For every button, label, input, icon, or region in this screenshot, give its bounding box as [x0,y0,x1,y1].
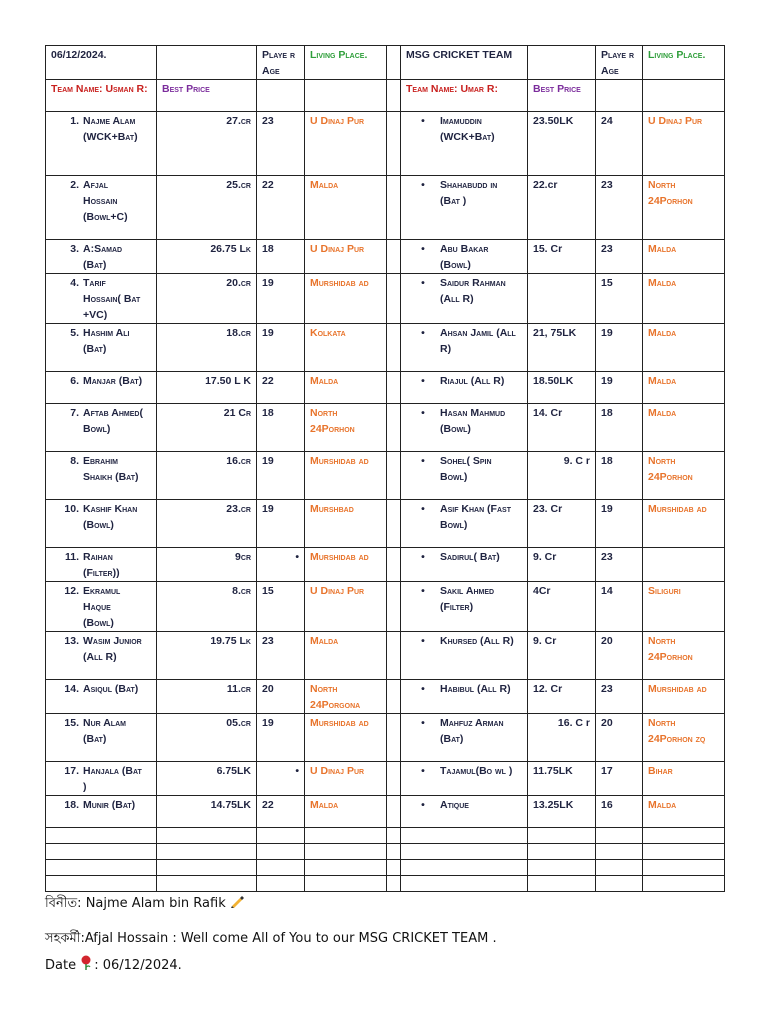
player-a-price: 8.cr [157,582,257,632]
empty-cell [157,844,257,860]
player-a-age: 19 [257,714,305,762]
empty-cell [387,828,401,844]
player-a-place: Malda [305,632,387,680]
bullet-icon: • [421,277,425,289]
spacer-cell [387,500,401,548]
player-a-name: Asiqul (Bat) [83,683,139,695]
empty-cell [157,828,257,844]
player-b-age: 19 [596,500,643,548]
player-a-cell [46,176,157,240]
bullet-icon: • [421,765,425,777]
player-a-age: 19 [257,274,305,324]
spacer-cell [387,548,401,582]
player-b-price: 15. Cr [528,240,596,274]
player-a-age: 22 [257,796,305,828]
rose-icon [80,955,94,969]
player-b-name: Mahfuz Arman (Bat) [440,717,504,745]
empty-cell [401,876,528,892]
player-b-price: 9. C r [528,452,596,500]
table-row [46,404,725,452]
player-b-price: 21, 75LK [528,324,596,372]
empty-cell [305,80,387,112]
bullet-icon: • [421,179,425,191]
row-number: 11. [64,551,79,563]
bullet-icon: • [421,375,425,387]
player-b-name: Sadirul( Bat) [440,551,500,563]
bullet-icon: • [421,455,425,467]
bullet-icon: • [421,327,425,339]
table-row [46,176,725,240]
player-b-place: North 24Porhon zq [643,714,725,762]
row-number: 17. [64,765,79,777]
player-b-age: 19 [596,324,643,372]
empty-cell [643,80,725,112]
player-b-age: 19 [596,372,643,404]
player-a-price: 20.cr [157,274,257,324]
player-b-age: 23 [596,240,643,274]
empty-cell [528,844,596,860]
player-a-age: • [257,548,305,582]
bullet-icon: • [421,717,425,729]
row-number: 5. [70,327,79,339]
table-row [46,548,725,582]
player-b-price: 18.50LK [528,372,596,404]
footer-signature [45,893,244,915]
player-b-name: Sakil Ahmed (Filter) [440,585,495,613]
player-a-cell [46,582,157,632]
row-number: 14. [64,683,79,695]
spacer-cell [387,112,401,176]
player-a-price: 05.cr [157,714,257,762]
player-b-age: 14 [596,582,643,632]
empty-cell [528,828,596,844]
empty-row [46,828,725,844]
empty-cell [596,876,643,892]
player-b-age: 18 [596,404,643,452]
empty-cell [46,828,157,844]
player-a-age: 19 [257,324,305,372]
player-b-cell [401,324,528,372]
empty-cell [401,860,528,876]
empty-cell [596,80,643,112]
player-b-name: Tajamul(Bo wl ) [440,765,513,777]
player-b-place: Malda [643,796,725,828]
table-row [46,452,725,500]
player-age-header: Playe r Age [257,46,305,80]
row-number: 12. [64,585,79,597]
player-b-cell [401,176,528,240]
spacer-cell [387,632,401,680]
table-row [46,582,725,632]
empty-cell [643,828,725,844]
signature-text: বিনীত: Najme Alam bin Rafik [45,896,226,911]
player-b-place: North 24Porhon [643,632,725,680]
living-place-header: Living Place. [305,46,387,80]
player-a-price: 17.50 L K [157,372,257,404]
player-a-place: U Dinaj Pur [305,240,387,274]
player-a-name: Tarif Hossain( Bat +VC) [83,277,141,321]
player-a-price: 16.cr [157,452,257,500]
player-b-name: Shahabudd in (Bat ) [440,179,498,207]
spacer-cell [387,80,401,112]
player-a-cell [46,274,157,324]
table-row [46,324,725,372]
player-b-age: 16 [596,796,643,828]
player-a-name: Ebrahim Shaikh (Bat) [83,455,139,483]
player-b-cell [401,714,528,762]
player-b-age: 24 [596,112,643,176]
player-a-name: Najme Alam (WCK+Bat) [83,115,138,143]
player-b-age: 20 [596,714,643,762]
player-roster-table [45,45,725,892]
player-b-name: Saidur Rahman (All R) [440,277,506,305]
player-a-place: U Dinaj Pur [305,762,387,796]
player-b-name: Sohel( Spin Bowl) [440,455,492,483]
bullet-icon: • [421,799,425,811]
best-price-header: Best Price [157,80,257,112]
player-b-name: Asif Khan (Fast Bowl) [440,503,511,531]
player-b-place [643,548,725,582]
spacer-cell [387,176,401,240]
empty-cell [643,844,725,860]
player-b-name: Riajul (All R) [440,375,505,387]
player-a-cell [46,452,157,500]
player-a-place: Malda [305,176,387,240]
player-a-cell [46,714,157,762]
player-a-place: North 24Porhon [305,404,387,452]
player-b-cell [401,582,528,632]
player-a-name: Ekramul Haque (Bowl) [83,585,121,629]
empty-cell [46,844,157,860]
header-row [46,46,725,80]
spacer-cell [387,452,401,500]
player-b-place: Malda [643,324,725,372]
player-b-age: 23 [596,176,643,240]
subheader-row [46,80,725,112]
spacer-cell [387,762,401,796]
player-a-place: Murshidab ad [305,274,387,324]
player-b-age: 20 [596,632,643,680]
empty-row [46,844,725,860]
row-number: 4. [70,277,79,289]
player-b-name: Abu Bakar (Bowl) [440,243,489,271]
player-b-cell [401,762,528,796]
empty-cell [643,876,725,892]
row-number: 15. [64,717,79,729]
player-a-place: Murshbad [305,500,387,548]
player-a-cell [46,796,157,828]
spacer-cell [387,796,401,828]
player-a-name: Nur Alam (Bat) [83,717,126,745]
spacer-cell [387,582,401,632]
player-a-price: 19.75 Lk [157,632,257,680]
bullet-icon: • [421,551,425,563]
player-a-cell [46,372,157,404]
player-a-age: 19 [257,500,305,548]
player-a-age: 22 [257,176,305,240]
row-number: 18. [64,799,79,811]
date-header: 06/12/2024. [46,46,157,80]
empty-cell [401,844,528,860]
player-b-cell [401,632,528,680]
empty-cell [401,828,528,844]
empty-cell [528,46,596,80]
row-number: 10. [64,503,79,515]
player-a-cell [46,324,157,372]
player-a-name: Aftab Ahmed( Bowl) [83,407,143,435]
player-b-price: 4Cr [528,582,596,632]
date-label: Date [45,958,77,973]
player-a-age: 20 [257,680,305,714]
player-b-age: 17 [596,762,643,796]
player-b-age: 18 [596,452,643,500]
player-b-price: 12. Cr [528,680,596,714]
player-b-cell [401,404,528,452]
player-b-cell [401,274,528,324]
player-b-place: North 24Porhon [643,176,725,240]
player-a-place: Murshidab ad [305,548,387,582]
player-a-place: Kolkata [305,324,387,372]
row-number: 3. [70,243,79,255]
empty-cell [387,844,401,860]
empty-cell [46,860,157,876]
player-b-price: 23.50LK [528,112,596,176]
empty-cell [596,828,643,844]
empty-cell [157,860,257,876]
bullet-icon: • [421,585,425,597]
spacer-cell [387,324,401,372]
player-b-place: North 24Porhon [643,452,725,500]
writing-hand-icon [230,893,244,907]
player-b-name: Ahsan Jamil (All R) [440,327,516,355]
empty-cell [305,828,387,844]
player-b-cell [401,240,528,274]
player-a-name: A:Samad (Bat) [83,243,123,271]
player-a-cell [46,500,157,548]
table-row [46,112,725,176]
empty-cell [643,860,725,876]
player-a-price: 18.cr [157,324,257,372]
empty-cell [305,860,387,876]
player-b-name: Khursed (All R) [440,635,514,647]
player-a-price: 21 Cr [157,404,257,452]
footer-welcome: সহকর্মী:Afjal Hossain : Well come All of You to our MSG CRICKET TEAM . [45,931,497,946]
table-row [46,274,725,324]
player-b-place: Malda [643,404,725,452]
player-a-age: 18 [257,240,305,274]
player-a-cell [46,632,157,680]
player-a-age: • [257,762,305,796]
empty-cell [257,844,305,860]
team-title: MSG CRICKET TEAM [401,46,528,80]
empty-cell [157,46,257,80]
player-a-price: 26.75 Lk [157,240,257,274]
empty-cell [596,844,643,860]
player-a-place: North 24Porgona [305,680,387,714]
empty-cell [257,80,305,112]
player-a-name: Raihan (Filter)) [83,551,120,579]
player-a-name: Munir (Bat) [83,799,136,811]
table-row [46,632,725,680]
empty-cell [596,860,643,876]
best-price-header-2: Best Price [528,80,596,112]
row-number: 2. [70,179,79,191]
row-number: 6. [70,375,79,387]
table-row [46,762,725,796]
player-a-name: Hashim Ali (Bat) [83,327,130,355]
player-a-age: 19 [257,452,305,500]
player-a-name: Wasim Junior (All R) [83,635,142,663]
living-place-header-2: Living Place. [643,46,725,80]
player-a-price: 25.cr [157,176,257,240]
date-value: : 06/12/2024. [94,958,182,973]
team-a-name: Team Name: Usman R: [46,80,157,112]
player-a-place: Malda [305,796,387,828]
player-a-price: 27.cr [157,112,257,176]
player-b-place: Malda [643,240,725,274]
player-a-name: Kashif Khan (Bowl) [83,503,138,531]
player-b-cell [401,796,528,828]
player-b-cell [401,548,528,582]
table-row [46,796,725,828]
player-b-place: Malda [643,372,725,404]
player-b-cell [401,680,528,714]
player-b-price: 9. Cr [528,548,596,582]
empty-cell [257,860,305,876]
table-row [46,240,725,274]
player-a-cell [46,240,157,274]
empty-cell [387,860,401,876]
empty-cell [528,860,596,876]
player-b-age: 23 [596,548,643,582]
player-a-price: 9cr [157,548,257,582]
player-b-price: 11.75LK [528,762,596,796]
footer-date [45,955,182,973]
player-b-price: 23. Cr [528,500,596,548]
player-b-name: Hasan Mahmud (Bowl) [440,407,506,435]
player-a-price: 23.cr [157,500,257,548]
player-b-place: Malda [643,274,725,324]
empty-cell [528,876,596,892]
bullet-icon: • [421,635,425,647]
player-a-age: 23 [257,632,305,680]
player-a-cell [46,680,157,714]
spacer-cell [387,404,401,452]
player-b-price: 16. C r [528,714,596,762]
spacer-cell [387,680,401,714]
player-a-cell [46,548,157,582]
bullet-icon: • [421,503,425,515]
bullet-icon: • [421,407,425,419]
empty-row [46,860,725,876]
bullet-icon: • [421,243,425,255]
empty-cell [46,876,157,892]
row-number: 1. [70,115,79,127]
player-b-price [528,274,596,324]
table-row [46,500,725,548]
empty-cell [387,876,401,892]
player-b-cell [401,112,528,176]
bullet-icon: • [421,115,425,127]
player-b-place: Siliguri [643,582,725,632]
spacer-cell [387,46,401,80]
row-number: 13. [64,635,79,647]
player-a-place: U Dinaj Pur [305,582,387,632]
player-b-price: 14. Cr [528,404,596,452]
player-a-age: 15 [257,582,305,632]
empty-cell [305,876,387,892]
player-a-name: Manjar (Bat) [83,375,143,387]
player-b-age: 23 [596,680,643,714]
player-a-age: 22 [257,372,305,404]
player-a-name: Hanjala (Bat ) [83,765,142,793]
player-b-name: Atique [440,799,469,811]
empty-cell [305,844,387,860]
player-a-age: 23 [257,112,305,176]
player-b-place: Bihar [643,762,725,796]
player-b-place: Murshidab ad [643,500,725,548]
player-a-name: Afjal Hossain (Bowl+C) [83,179,128,223]
player-b-price: 9. Cr [528,632,596,680]
player-a-price: 14.75LK [157,796,257,828]
spacer-cell [387,372,401,404]
player-b-cell [401,452,528,500]
player-a-place: Murshidab ad [305,714,387,762]
empty-row [46,876,725,892]
spacer-cell [387,240,401,274]
player-b-price: 13.25LK [528,796,596,828]
player-b-place: U Dinaj Pur [643,112,725,176]
player-b-name: Habibul (All R) [440,683,511,695]
player-b-cell [401,500,528,548]
player-b-price: 22.cr [528,176,596,240]
player-a-cell [46,404,157,452]
bullet-icon: • [421,683,425,695]
player-a-cell [46,762,157,796]
table-row [46,714,725,762]
player-a-place: Murshidab ad [305,452,387,500]
row-number: 8. [70,455,79,467]
table-row [46,680,725,714]
empty-cell [257,828,305,844]
player-a-place: U Dinaj Pur [305,112,387,176]
player-age-header-2: Playe r Age [596,46,643,80]
row-number: 7. [70,407,79,419]
empty-cell [257,876,305,892]
player-a-place: Malda [305,372,387,404]
spacer-cell [387,714,401,762]
player-b-cell [401,372,528,404]
player-a-age: 18 [257,404,305,452]
team-b-name: Team Name: Umar R: [401,80,528,112]
empty-cell [157,876,257,892]
player-a-cell [46,112,157,176]
table-row [46,372,725,404]
player-b-age: 15 [596,274,643,324]
player-b-name: Imamuddin (WCK+Bat) [440,115,495,143]
player-b-place: Murshidab ad [643,680,725,714]
player-a-price: 6.75LK [157,762,257,796]
spacer-cell [387,274,401,324]
player-a-price: 11.cr [157,680,257,714]
